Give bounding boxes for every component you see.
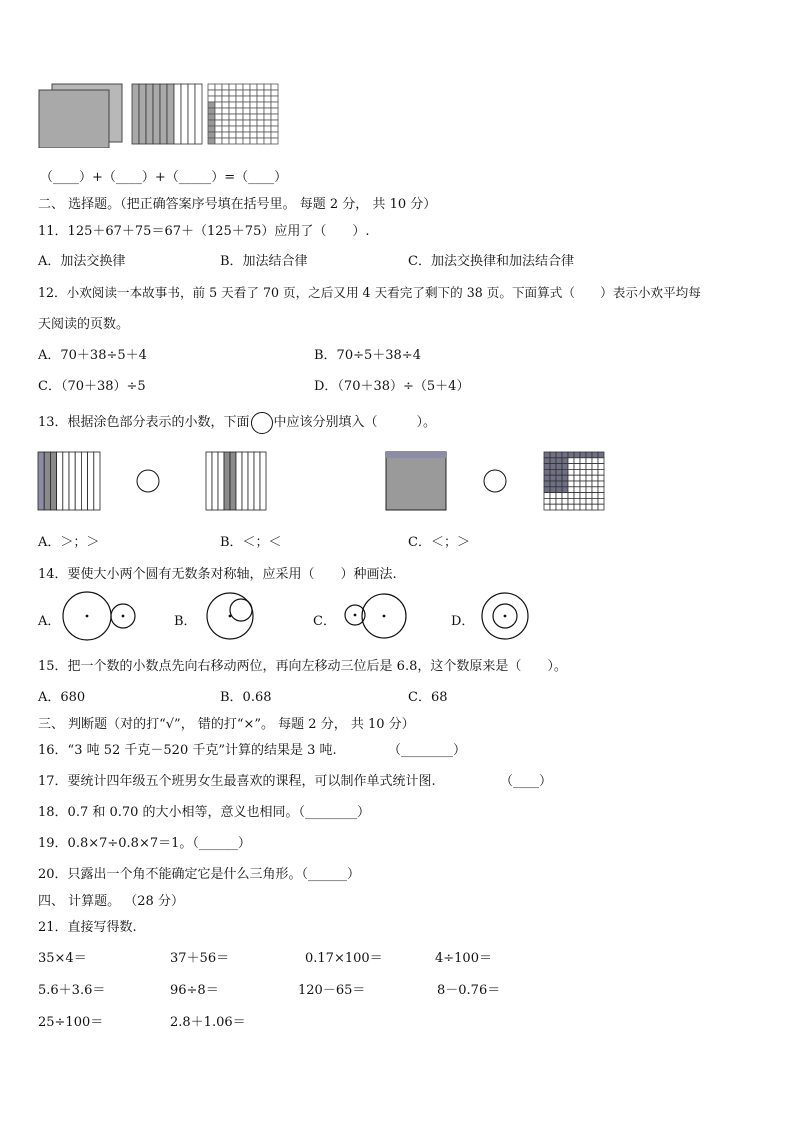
calc-item[interactable]: 5.6＋3.6＝ bbox=[38, 983, 106, 998]
q12-option-c[interactable]: C．（70＋38）÷5 bbox=[38, 379, 146, 394]
decimal-models-figure bbox=[36, 82, 286, 148]
q11-text: 11．125＋67＋75＝67＋（125＋75）应用了（ ）. bbox=[38, 224, 370, 239]
calc-item[interactable]: 0.17×100＝ bbox=[305, 951, 383, 966]
section-4-heading: 四、 计算题。 （28 分） bbox=[38, 894, 184, 909]
circle-blank-icon bbox=[251, 412, 273, 434]
q14-option-c[interactable]: C． bbox=[313, 614, 336, 629]
calc-item[interactable]: 37＋56＝ bbox=[170, 951, 230, 966]
q13-text bbox=[38, 411, 436, 434]
q13-option-b[interactable]: B．＜；＜ bbox=[220, 535, 282, 550]
q21-text: 21．直接写得数. bbox=[38, 920, 137, 935]
calc-item[interactable]: 2.8＋1.06＝ bbox=[170, 1015, 246, 1030]
q12-option-d[interactable]: D．（70＋38）÷（5＋4） bbox=[314, 379, 470, 394]
calc-item[interactable]: 25÷100＝ bbox=[38, 1015, 104, 1030]
calc-item[interactable]: 4÷100＝ bbox=[435, 951, 492, 966]
section-3-heading: 三、 判断题（对的打“√”， 错的打“×”。 每题 2 分， 共 10 分） bbox=[38, 717, 415, 732]
q15-option-c[interactable]: C．68 bbox=[408, 690, 448, 705]
calc-item[interactable]: 35×4＝ bbox=[38, 951, 87, 966]
q11-option-a[interactable]: A．加法交换律 bbox=[38, 254, 126, 269]
q15-option-b[interactable]: B．0.68 bbox=[220, 690, 272, 705]
q14-text: 14．要使大小两个圆有无数条对称轴，应采用（ ）种画法. bbox=[38, 567, 397, 582]
q12-text-line2: 天阅读的页数。 bbox=[38, 317, 130, 332]
q18-text[interactable]: 18．0.7 和 0.70 的大小相等，意义也相同。（________） bbox=[38, 805, 371, 820]
full-square-model bbox=[386, 452, 446, 510]
q13-figures bbox=[36, 450, 616, 512]
compare-circle-icon bbox=[484, 470, 506, 492]
q14-option-b[interactable]: B． bbox=[174, 614, 197, 629]
calc-item[interactable]: 120－65＝ bbox=[298, 983, 366, 998]
q15-text: 15．把一个数的小数点先向右移动两位，再向左移动三位后是 6.8，这个数原来是（ ）。 bbox=[38, 659, 567, 674]
q16-text: 16．“3 吨 52 千克－520 千克”计算的结果是 3 吨. bbox=[38, 743, 337, 758]
q14-option-a[interactable]: A． bbox=[38, 614, 61, 629]
q11-option-b[interactable]: B．加法结合律 bbox=[220, 254, 308, 269]
compare-circle-icon bbox=[137, 470, 159, 492]
q12-text-line1: 12．小欢阅读一本故事书，前 5 天看了 70 页，之后又用 4 天看完了剩下的 38 页。下面算式（ ）表示小欢平均每 bbox=[38, 285, 701, 300]
q13-option-c[interactable]: C．＜；＞ bbox=[408, 535, 470, 550]
q16-answer-blank[interactable]: （________） bbox=[388, 743, 467, 758]
q12-option-b[interactable]: B．70÷5＋38÷4 bbox=[314, 348, 421, 363]
q19-text[interactable]: 19．0.8×7÷0.8×7＝1。（______） bbox=[38, 836, 251, 851]
q17-text: 17．要统计四年级五个班男女生最喜欢的课程，可以制作单式统计图. bbox=[38, 774, 436, 789]
calc-item[interactable]: 8－0.76＝ bbox=[437, 983, 501, 998]
top-sum-blanks[interactable]: （____）+（____）+（_____）=（____） bbox=[40, 170, 288, 185]
section-2-heading: 二、 选择题。（把正确答案序号填在括号里。 每题 2 分， 共 10 分） bbox=[38, 197, 437, 212]
q13-text-after: 中应该分别填入（ ）。 bbox=[273, 415, 437, 430]
q13-option-a[interactable]: A．＞；＞ bbox=[38, 535, 100, 550]
q13-text-before: 13．根据涂色部分表示的小数，下面 bbox=[38, 415, 250, 430]
q11-option-c[interactable]: C．加法交换律和加法结合律 bbox=[408, 254, 574, 269]
calc-item[interactable]: 96÷8＝ bbox=[170, 983, 219, 998]
q14-circle-figures bbox=[60, 590, 540, 646]
q14-option-d[interactable]: D． bbox=[451, 614, 475, 629]
q20-text[interactable]: 20．只露出一个角不能确定它是什么三角形。（______） bbox=[38, 867, 361, 882]
q17-answer-blank[interactable]: （____） bbox=[500, 774, 553, 789]
q12-option-a[interactable]: A．70＋38÷5＋4 bbox=[38, 348, 147, 363]
q15-option-a[interactable]: A．680 bbox=[38, 690, 86, 705]
